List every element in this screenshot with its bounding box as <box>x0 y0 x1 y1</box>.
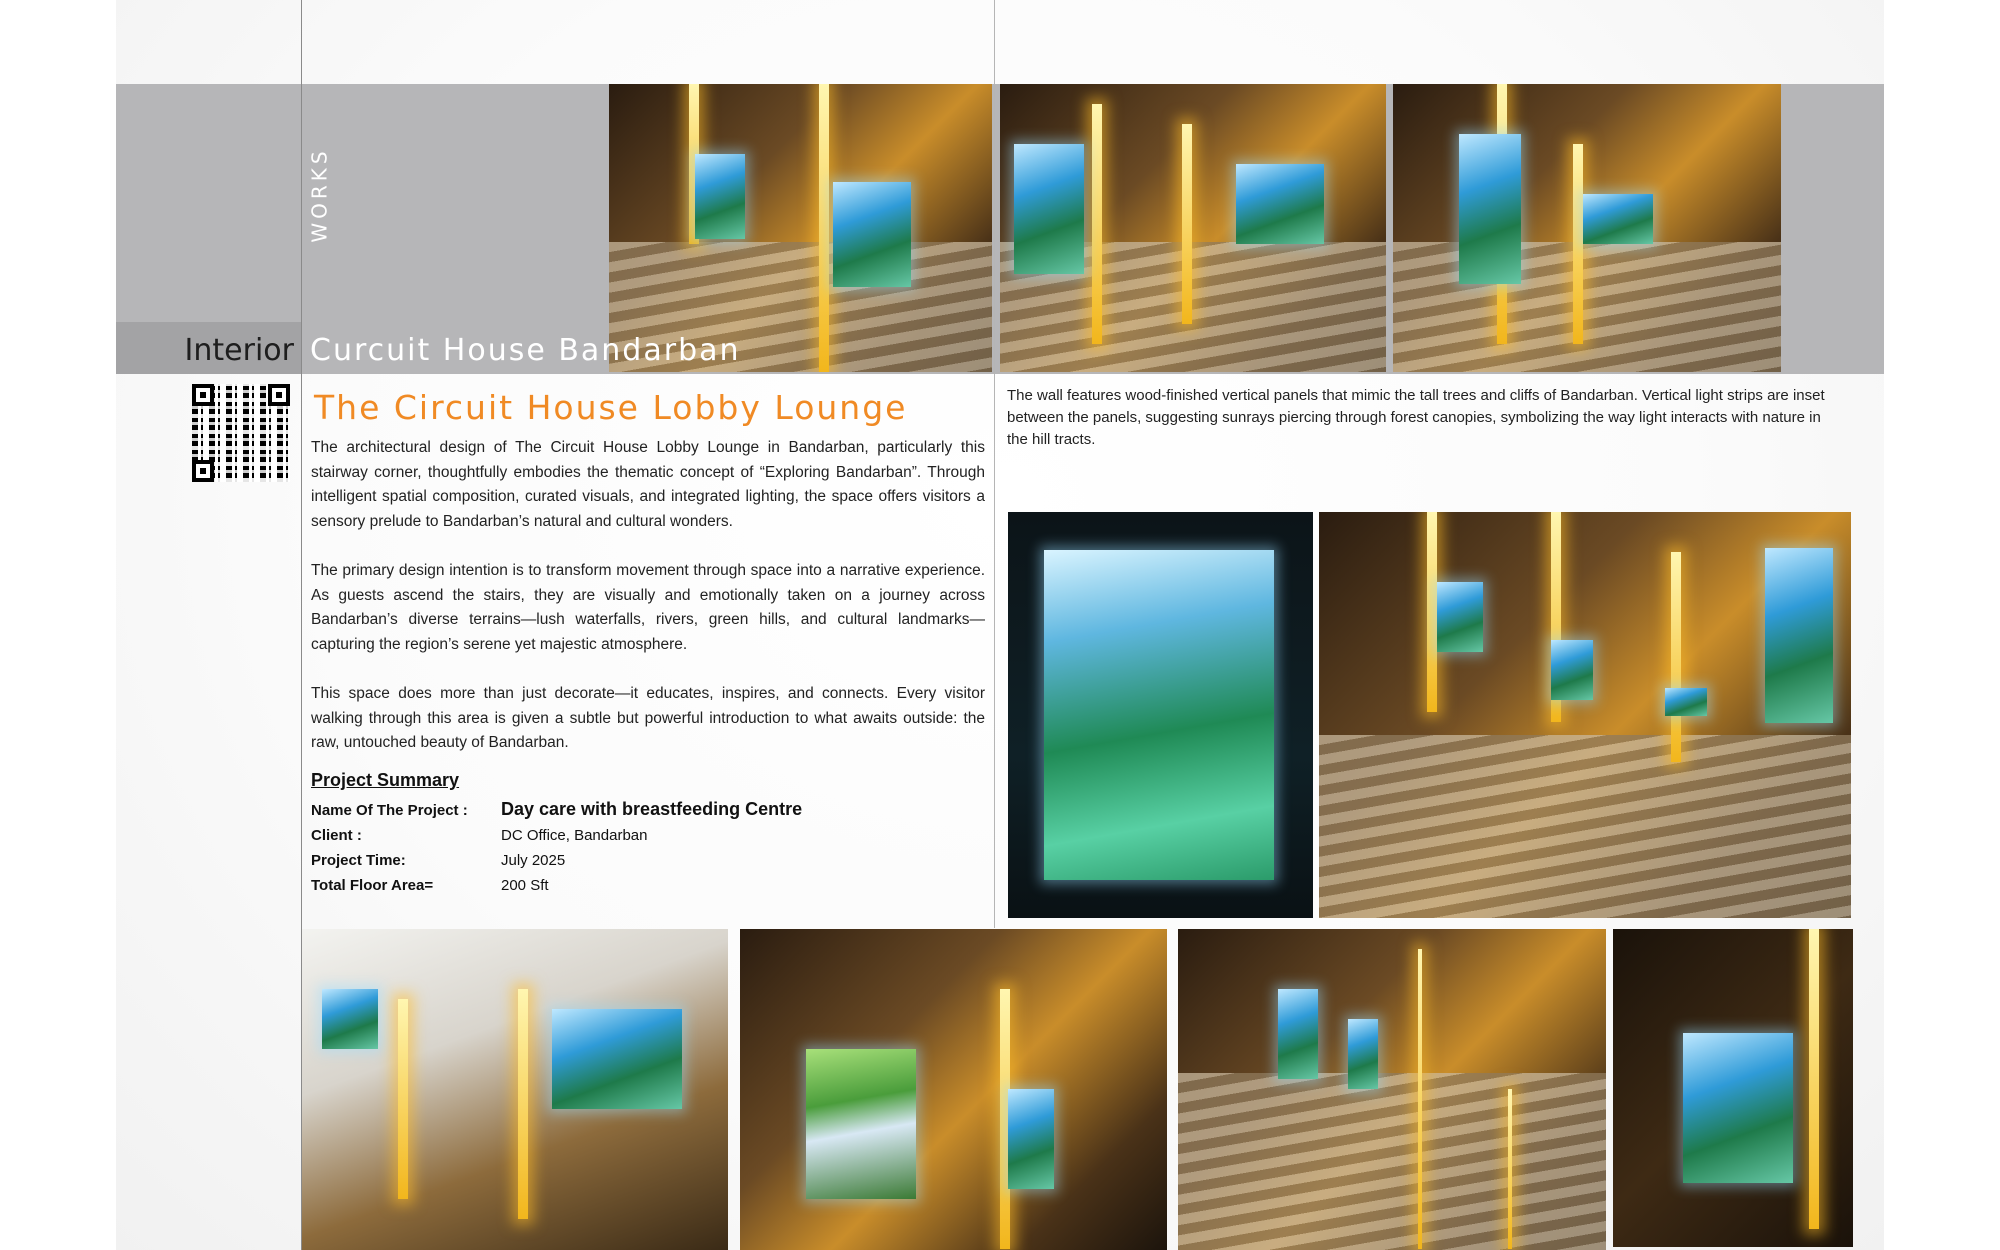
photo-panel <box>695 154 745 239</box>
summary-key: Total Floor Area= <box>311 877 434 894</box>
light-strip <box>1809 929 1819 1229</box>
header-photo-staircase <box>1393 84 1781 372</box>
photo-panel <box>1008 1089 1054 1189</box>
bottom-photo-lightbox-stream <box>1613 929 1853 1247</box>
bottom-photo-stair-view <box>302 929 728 1250</box>
photo-stairs <box>1319 735 1851 918</box>
photo-stairs <box>1393 242 1781 372</box>
photo-panel <box>1683 1033 1793 1183</box>
header-photo-corridor <box>1000 84 1386 372</box>
summary-key: Client : <box>311 827 362 844</box>
photo-panel <box>833 182 911 287</box>
light-strip <box>1418 949 1422 1249</box>
photo-panel <box>1044 550 1274 880</box>
light-strip <box>518 989 528 1219</box>
photo-panel <box>1014 144 1084 274</box>
photo-panel <box>1348 1019 1378 1089</box>
light-strip <box>1508 1089 1512 1249</box>
photo-panel <box>1278 989 1318 1079</box>
photo-panel <box>1765 548 1833 723</box>
photo-lightbox-river <box>1008 512 1313 918</box>
light-strip <box>1427 512 1437 712</box>
side-label: WORKS <box>308 147 333 243</box>
light-strip <box>819 84 829 372</box>
body-paragraph-1: The architectural design of The Circuit House Lobby Lounge in Bandarban, particularly this stairway corner, thoughtfully embodies the thematic concept of “Exploring Bandarban”. Through intelligent spatial composition, curated visuals, and integrated lighting, the space offers visitors a sensory prelude to Bandarban’s natural and cultural wonders. <box>311 439 985 530</box>
project-name: Curcuit House Bandarban <box>310 333 741 368</box>
summary-value: Day care with breastfeeding Centre <box>501 799 803 819</box>
summary-heading: Project Summary <box>311 770 460 790</box>
summary-key: Project Time: <box>311 852 406 869</box>
photo-panel <box>1551 640 1593 700</box>
photo-panel <box>1437 582 1483 652</box>
body-paragraph-3: This space does more than just decorate—it educates, inspires, and connects. Every visitor walking through this area is given a subtle but powerful introduction to what awaits outside: the raw, untouched beauty of Bandarban. <box>311 685 985 751</box>
photo-panel <box>1236 164 1324 244</box>
center-guide-line <box>994 0 995 928</box>
summary-key: Name Of The Project : <box>311 802 468 819</box>
bottom-photo-waterfall-panel <box>740 929 1167 1250</box>
light-strip <box>1182 124 1192 324</box>
summary-value: 200 Sft <box>501 877 549 894</box>
photo-stairs <box>1178 1073 1606 1250</box>
light-strip <box>398 999 408 1199</box>
light-strip <box>1671 552 1681 762</box>
photo-panel <box>552 1009 682 1109</box>
photo-panel <box>1459 134 1521 284</box>
body-paragraph-2: The primary design intention is to transform movement through space into a narrative experience. As guests ascend the stairs, they are visually and emotionally taken on a journey across Bandarban’s diverse terrains—lush waterfalls, rivers, green hills, and cultural landmarks—capturing the region’s serene yet majestic atmosphere. <box>311 562 985 653</box>
qr-finder <box>192 460 214 482</box>
qr-finder <box>192 384 214 406</box>
category-label: Interior <box>184 333 294 368</box>
photo-panel <box>806 1049 916 1199</box>
qr-finder <box>268 384 290 406</box>
photo-panel <box>1583 194 1653 244</box>
header-photo-stair-corner <box>609 84 992 372</box>
summary-value: July 2025 <box>501 852 566 869</box>
bottom-photo-hallway-stairs <box>1178 929 1606 1250</box>
photo-panel <box>1665 688 1707 716</box>
light-strip <box>1573 144 1583 344</box>
light-strip <box>1092 104 1102 344</box>
photo-stair-railing <box>1319 512 1851 918</box>
wall-description: The wall features wood-finished vertical panels that mimic the tall trees and cliffs of Bandarban. Vertical light strips are inset between the panels, suggesting sunrays piercing through forest canopies, symbolizing the way light interacts with nature in the hill tracts. <box>1007 387 1825 448</box>
photo-panel <box>322 989 378 1049</box>
page-title: The Circuit House Lobby Lounge <box>314 388 908 427</box>
summary-value: DC Office, Bandarban <box>501 827 648 844</box>
qr-code-icon[interactable] <box>192 384 290 482</box>
